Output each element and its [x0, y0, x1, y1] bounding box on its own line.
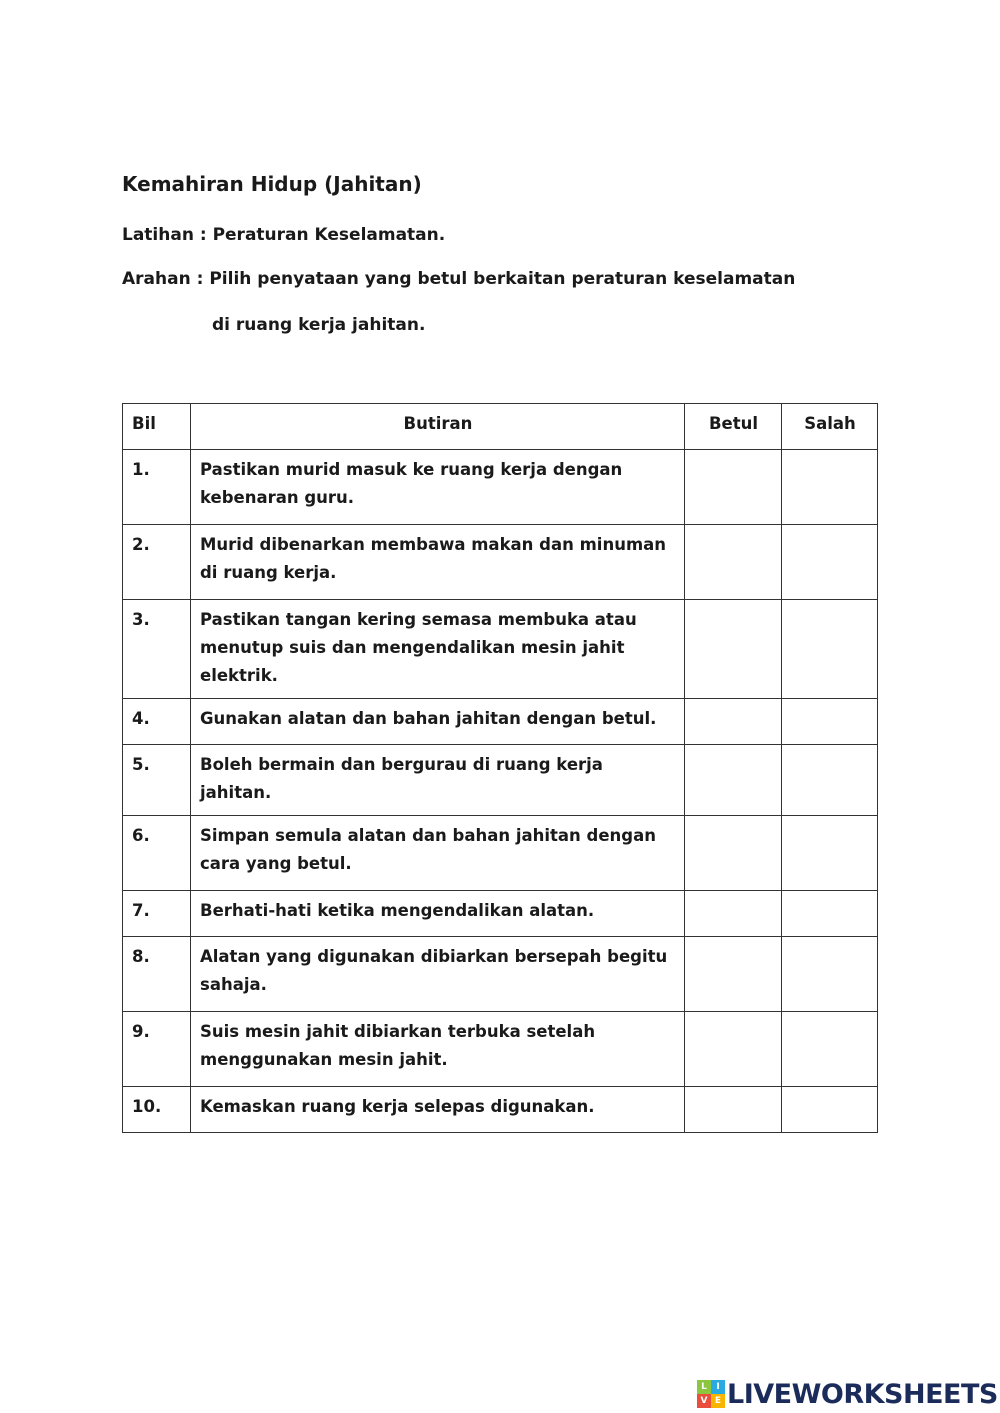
salah-checkbox-cell[interactable]: [782, 699, 878, 745]
row-number: 9.: [123, 1012, 191, 1087]
salah-checkbox-cell[interactable]: [782, 745, 878, 816]
betul-checkbox-cell[interactable]: [685, 600, 782, 699]
betul-checkbox-cell[interactable]: [685, 1087, 782, 1133]
row-number: 3.: [123, 600, 191, 699]
column-header-butiran: Butiran: [191, 404, 685, 450]
salah-checkbox-cell[interactable]: [782, 1012, 878, 1087]
column-header-salah: Salah: [782, 404, 878, 450]
table-row: [123, 600, 878, 699]
arahan-text: Arahan : Pilih penyataan yang betul berkaitan peraturan keselamatan: [122, 269, 796, 289]
column-header-bil: Bil: [123, 404, 191, 450]
liveworksheets-logo: [697, 1378, 998, 1410]
safety-rules-table: [122, 403, 878, 1133]
salah-checkbox-cell[interactable]: [782, 891, 878, 937]
salah-checkbox-cell[interactable]: [782, 816, 878, 891]
table-row: [123, 1012, 878, 1087]
row-statement: Gunakan alatan dan bahan jahitan dengan betul.: [191, 699, 685, 745]
betul-checkbox-cell[interactable]: [685, 891, 782, 937]
row-number: 2.: [123, 525, 191, 600]
logo-letter-v: V: [697, 1394, 711, 1408]
row-number: 7.: [123, 891, 191, 937]
logo-letter-e: E: [711, 1394, 725, 1408]
table-row: [123, 525, 878, 600]
salah-checkbox-cell[interactable]: [782, 525, 878, 600]
betul-checkbox-cell[interactable]: [685, 816, 782, 891]
column-header-betul: Betul: [685, 404, 782, 450]
row-number: 8.: [123, 937, 191, 1012]
row-statement: Boleh bermain dan bergurau di ruang kerja jahitan.: [191, 745, 685, 816]
row-statement: Murid dibenarkan membawa makan dan minuman di ruang kerja.: [191, 525, 685, 600]
row-statement: Pastikan murid masuk ke ruang kerja dengan kebenaran guru.: [191, 450, 685, 525]
row-statement: Pastikan tangan kering semasa membuka atau menutup suis dan mengendalikan mesin jahit elektrik.: [191, 600, 685, 699]
table-row: [123, 699, 878, 745]
page-title: Kemahiran Hidup (Jahitan): [122, 172, 422, 196]
row-number: 4.: [123, 699, 191, 745]
row-statement: Simpan semula alatan dan bahan jahitan dengan cara yang betul.: [191, 816, 685, 891]
table-row: [123, 745, 878, 816]
betul-checkbox-cell[interactable]: [685, 525, 782, 600]
betul-checkbox-cell[interactable]: [685, 450, 782, 525]
latihan-text: Latihan : Peraturan Keselamatan.: [122, 225, 446, 245]
row-statement: Alatan yang digunakan dibiarkan bersepah begitu sahaja.: [191, 937, 685, 1012]
table-row: [123, 1087, 878, 1133]
salah-checkbox-cell[interactable]: [782, 937, 878, 1012]
row-number: 5.: [123, 745, 191, 816]
betul-checkbox-cell[interactable]: [685, 699, 782, 745]
row-statement: Suis mesin jahit dibiarkan terbuka setelah menggunakan mesin jahit.: [191, 1012, 685, 1087]
logo-letter-l: L: [697, 1380, 711, 1394]
table-row: [123, 937, 878, 1012]
liveworksheets-wordmark: LIVEWORKSHEETS: [727, 1378, 998, 1410]
salah-checkbox-cell[interactable]: [782, 450, 878, 525]
row-number: 1.: [123, 450, 191, 525]
betul-checkbox-cell[interactable]: [685, 937, 782, 1012]
logo-letter-i: I: [711, 1380, 725, 1394]
table-row: [123, 816, 878, 891]
salah-checkbox-cell[interactable]: [782, 1087, 878, 1133]
arahan-text-continued: di ruang kerja jahitan.: [212, 315, 426, 335]
betul-checkbox-cell[interactable]: [685, 1012, 782, 1087]
liveworksheets-mark-icon: [697, 1380, 725, 1408]
salah-checkbox-cell[interactable]: [782, 600, 878, 699]
betul-checkbox-cell[interactable]: [685, 745, 782, 816]
row-number: 6.: [123, 816, 191, 891]
table-row: [123, 891, 878, 937]
row-number: 10.: [123, 1087, 191, 1133]
table-header-row: [123, 404, 878, 450]
row-statement: Berhati-hati ketika mengendalikan alatan.: [191, 891, 685, 937]
table-row: [123, 450, 878, 525]
row-statement: Kemaskan ruang kerja selepas digunakan.: [191, 1087, 685, 1133]
